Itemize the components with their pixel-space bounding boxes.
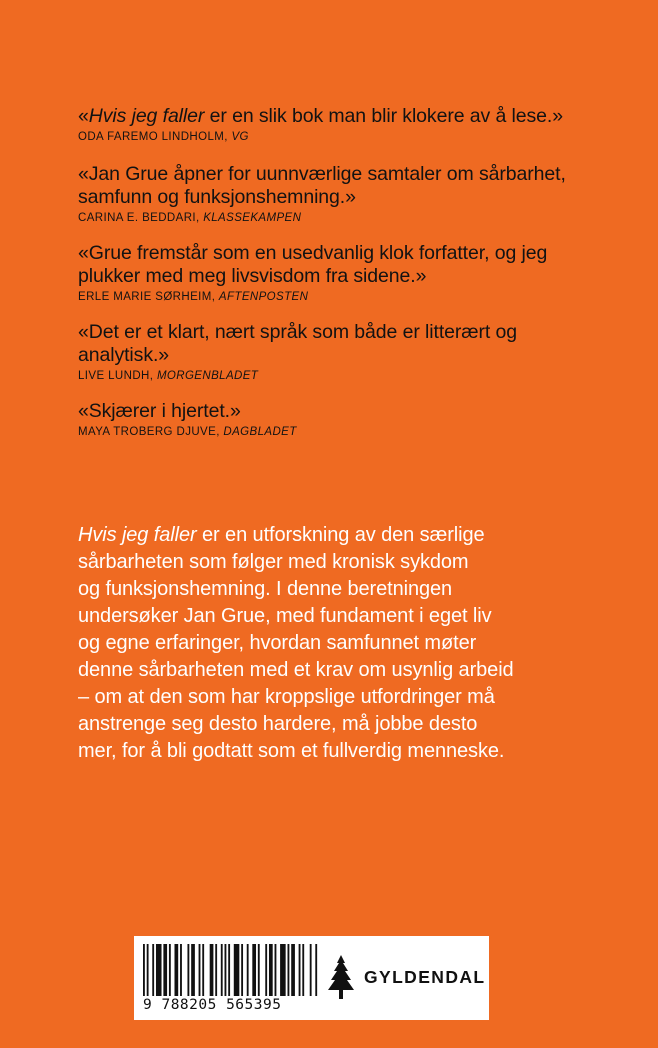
quote-outlet: MORGENBLADET: [156, 370, 259, 382]
quote-author: ODA FAREMO LINDHOLM,: [78, 131, 232, 143]
book-title: Hvis jeg faller: [78, 524, 197, 546]
barcode-bar: [265, 944, 267, 996]
blurb-line: undersøker Jan Grue, med fundament i eget liv: [78, 605, 492, 627]
barcode-icon: [143, 944, 319, 996]
quote-text: [78, 105, 563, 128]
isbn-number: 9 788205 565395: [143, 997, 282, 1013]
quote-text: [78, 400, 297, 423]
barcode-bar: [174, 944, 178, 996]
barcode-bar: [228, 944, 230, 996]
barcode-bar: [280, 944, 286, 996]
quote-source: [78, 129, 563, 145]
blurb-line: denne sårbarheten med et krav om usynlig arbeid: [78, 659, 514, 681]
quote-author: ERLE MARIE SØRHEIM,: [78, 291, 219, 303]
barcode-bar: [199, 944, 201, 996]
barcode-bar: [202, 944, 204, 996]
barcode-bar: [299, 944, 301, 996]
quote-outlet: KLASSEKAMPEN: [203, 212, 302, 224]
quote-line: «Grue fremstår som en usedvanlig klok forfatter, og jeg: [78, 242, 548, 264]
review-quote: [78, 105, 563, 145]
barcode-bar: [169, 944, 171, 996]
barcode-bar: [234, 944, 240, 996]
barcode-bar: [258, 944, 260, 996]
barcode-bar: [156, 944, 162, 996]
quote-text: [78, 242, 547, 288]
quote-source: [78, 289, 547, 305]
barcode-bar: [163, 944, 167, 996]
barcode-bar: [247, 944, 249, 996]
barcode-bar: [310, 944, 312, 996]
quote-line: plukker med meg livsvisdom fra sidene.»: [78, 265, 427, 287]
quote-line: analytisk.»: [78, 344, 170, 366]
quote-outlet: VG: [231, 131, 249, 143]
quote-author: MAYA TROBERG DJUVE,: [78, 426, 224, 438]
barcode-bar: [291, 944, 295, 996]
barcode-bar: [187, 944, 189, 996]
barcode-bar: [269, 944, 273, 996]
quote-source: [78, 210, 566, 226]
review-quote: [78, 321, 517, 384]
quote-source: [78, 424, 297, 440]
quote-body: er en slik bok man blir klokere av å lese.»: [204, 105, 563, 127]
barcode-bar: [210, 944, 214, 996]
barcode-bar: [315, 944, 317, 996]
quote-text: [78, 321, 517, 367]
quote-line: «Skjærer i hjertet.»: [78, 400, 241, 422]
barcode-bar: [225, 944, 227, 996]
quote-line: samfunn og funksjonshemning.»: [78, 186, 356, 208]
barcode-bar: [288, 944, 290, 996]
quote-outlet: AFTENPOSTEN: [218, 291, 309, 303]
barcode-bar: [180, 944, 182, 996]
blurb-text: er en utforskning av den særlige: [196, 524, 485, 546]
blurb-line: anstrenge seg desto hardere, må jobbe desto: [78, 713, 478, 735]
barcode-bar: [215, 944, 217, 996]
book-title: Hvis jeg faller: [88, 105, 205, 127]
blurb-line: [78, 522, 638, 549]
quote-text: [78, 163, 566, 209]
barcode-panel: [134, 936, 489, 1020]
blurb-line: og funksjonshemning. I denne beretningen: [78, 578, 453, 600]
barcode-bar: [221, 944, 223, 996]
blurb-line: – om at den som har kroppslige utfordringer må: [78, 686, 495, 708]
barcode-bar: [143, 944, 145, 996]
barcode-bar: [147, 944, 149, 996]
review-quote: [78, 242, 547, 305]
barcode-bar: [191, 944, 195, 996]
quote-line: «Jan Grue åpner for uunnværlige samtaler om sårbarhet,: [78, 163, 566, 185]
quote-author: LIVE LUNDH,: [78, 370, 157, 382]
barcode-bar: [241, 944, 243, 996]
quote-source: [78, 368, 517, 384]
fir-tree-icon: [328, 954, 354, 1000]
quote-line: «Det er et klart, nært språk som både er litterært og: [78, 321, 518, 343]
review-quote: [78, 163, 566, 226]
publisher-name: GYLDENDAL: [364, 966, 486, 987]
blurb-line: sårbarheten som følger med kronisk sykdom: [78, 551, 469, 573]
barcode-bar: [302, 944, 304, 996]
barcode-bar: [252, 944, 256, 996]
publisher-logo: [328, 954, 486, 1000]
blurb-line: og egne erfaringer, hvordan samfunnet møter: [78, 632, 477, 654]
quote-open-mark: «: [78, 105, 89, 127]
quote-outlet: DAGBLADET: [223, 426, 297, 438]
book-blurb: [78, 522, 638, 765]
blurb-line: mer, for å bli godtatt som et fullverdig menneske.: [78, 740, 505, 762]
barcode-bar: [275, 944, 277, 996]
review-quote: [78, 400, 297, 440]
barcode-bar: [152, 944, 154, 996]
quote-author: CARINA E. BEDDARI,: [78, 212, 204, 224]
